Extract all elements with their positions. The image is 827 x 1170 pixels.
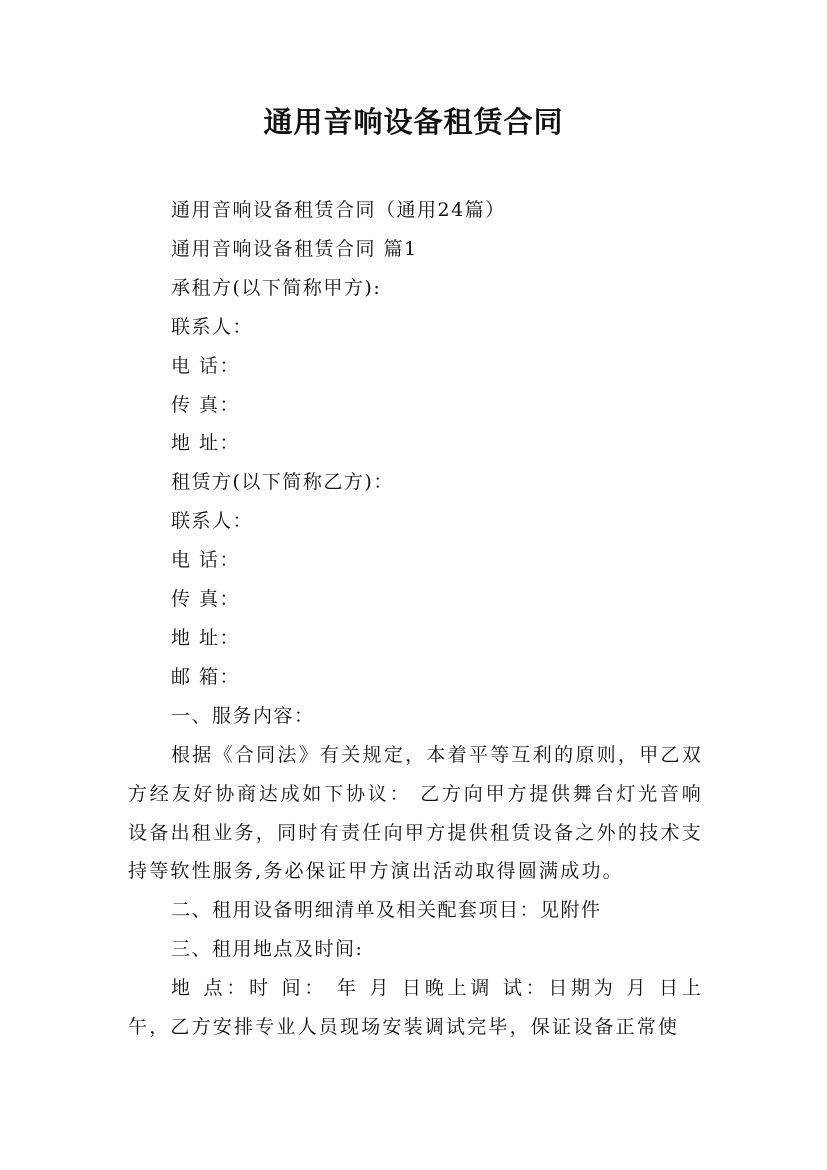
paragraph: 租赁方(以下简称乙方)： <box>171 471 394 494</box>
paragraph: 联系人： <box>171 315 254 338</box>
paragraph: 二、租用设备明细清单及相关配套项目：见附件 <box>171 899 602 922</box>
paragraph: 联系人： <box>171 510 254 533</box>
paragraph: 通用音响设备租赁合同（通用24篇） <box>171 199 506 221</box>
paragraph: 根据《合同法》有关规定，本着平等互利的原则，甲乙双方经友好协商达成如下协议： 乙方向甲方提供舞台灯光音响设备出租业务，同时有责任向甲方提供租赁设备之外的技术支持等软性服务,务必保证甲方演出活动取得圆满成功。 <box>128 743 703 883</box>
paragraph: 邮 箱： <box>171 665 241 688</box>
paragraph: 地 址： <box>171 626 241 649</box>
paragraph: 电 话： <box>171 354 241 377</box>
paragraph: 传 真： <box>171 588 241 611</box>
document-body <box>128 191 703 1047</box>
paragraph: 通用音响设备租赁合同 篇1 <box>171 237 418 260</box>
paragraph: 一、服务内容： <box>171 704 315 727</box>
paragraph: 传 真： <box>171 393 241 416</box>
paragraph: 电 话： <box>171 549 241 572</box>
paragraph: 地 点：时 间： 年 月 日晚上调 试：日期为 月 日上午，乙方安排专业人员现场安装调试完毕，保证设备正常使 <box>128 977 703 1039</box>
paragraph: 三、租用地点及时间: <box>171 938 364 961</box>
document-title: 通用音响设备租赁合同 <box>263 105 564 139</box>
paragraph: 承租方(以下简称甲方): <box>171 276 382 299</box>
paragraph: 地 址： <box>171 432 241 455</box>
